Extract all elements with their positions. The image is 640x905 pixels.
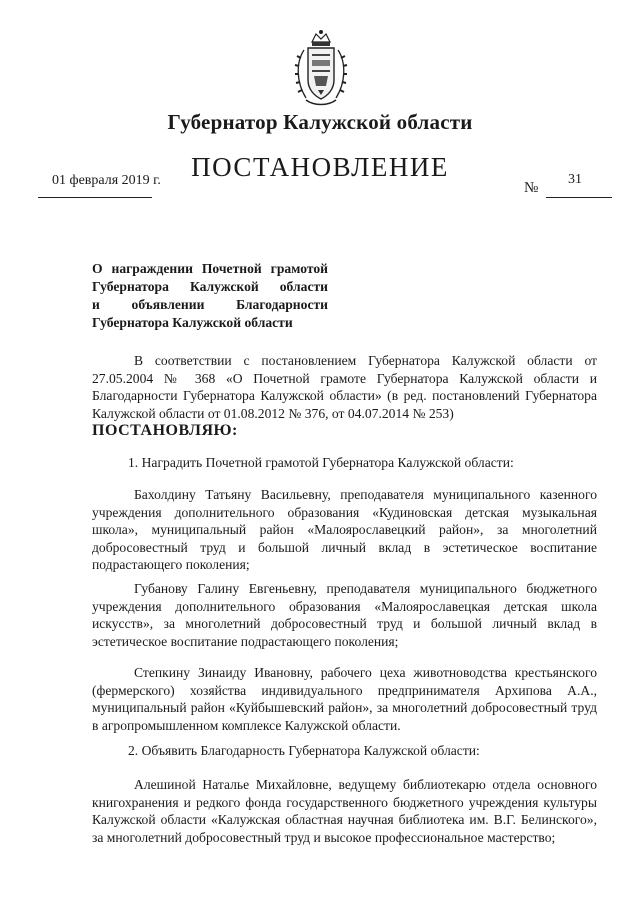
awardee-block xyxy=(92,664,597,734)
document-number: 31 xyxy=(568,172,582,187)
item1-heading: 1. Наградить Почетной грамотой Губернатора Калужской области: xyxy=(128,455,514,470)
awardee-block xyxy=(92,486,597,574)
awardee-paragraph: Алешиной Наталье Михайловне, ведущему библиотекарю отдела основного книгохранения и редкого фонда государственного бюджетного учреждения культуры Калужской области «Калужская областная научная библиотека им. В.Г. Белинского», за многолетний добросовестный труд и высокое профессиональное мастерство; xyxy=(92,777,597,845)
document-date: 01 февраля 2019 г. xyxy=(52,173,161,188)
document-subject xyxy=(92,260,328,332)
subject-line: и объявлении Благодарности xyxy=(92,297,328,312)
item2-heading-block xyxy=(92,742,597,760)
item2-heading: 2. Объявить Благодарность Губернатора Калужской области: xyxy=(128,743,480,758)
preamble-block xyxy=(92,352,597,440)
number-sign: № xyxy=(524,180,539,196)
preamble-text: В соответствии с постановлением Губернатора Калужской области от 27.05.2004 № 368 «О Почетной грамоте Губернатора Калужской области и Благодарности Губернатора Калужской области» (в ред. постановлений Губернатора Калужской области от 01.08.2012 № 376, от 04.07.2014 № 253) xyxy=(92,353,597,421)
issuing-authority: Губернатор Калужской области xyxy=(167,110,473,134)
document-type-title: ПОСТАНОВЛЕНИЕ xyxy=(191,152,449,182)
subject-line: Губернатора Калужской области xyxy=(92,315,293,330)
subject-line: О награждении Почетной грамотой xyxy=(92,261,328,276)
decree-word: ПОСТАНОВЛЯЮ: xyxy=(92,422,238,439)
subject-line: Губернатора Калужской области xyxy=(92,279,328,294)
awardee-block xyxy=(92,580,597,650)
number-underline xyxy=(546,197,612,198)
awardee-paragraph: Бахолдину Татьяну Васильевну, преподавателя муниципального казенного учреждения дополнительного образования «Кудиновская детская музыкальная школа», муниципальный район «Малоярославецкий район», за многолетний добросовестный труд и большой личный вклад в эстетическое воспитание подрастающего поколения; xyxy=(92,487,597,572)
awardee-block xyxy=(92,776,597,846)
awardee-paragraph: Степкину Зинаиду Ивановну, рабочего цеха животноводства крестьянского (фермерского) хозяйства индивидуального предпринимателя Архипова А.А., муниципальный район «Куйбышевский район», за многолетний добросовестный труд в агропромышленном комплексе Калужской области. xyxy=(92,665,597,733)
date-underline xyxy=(38,197,152,198)
item1-heading-block xyxy=(92,454,597,472)
coat-of-arms-icon xyxy=(290,28,352,110)
awardee-paragraph: Губанову Галину Евгеньевну, преподавателя муниципального бюджетного учреждения дополнительного образования «Малоярославецкая детская школа искусств», за многолетний добросовестный труд и большой личный вклад в эстетическое воспитание подрастающего поколения; xyxy=(92,581,597,649)
